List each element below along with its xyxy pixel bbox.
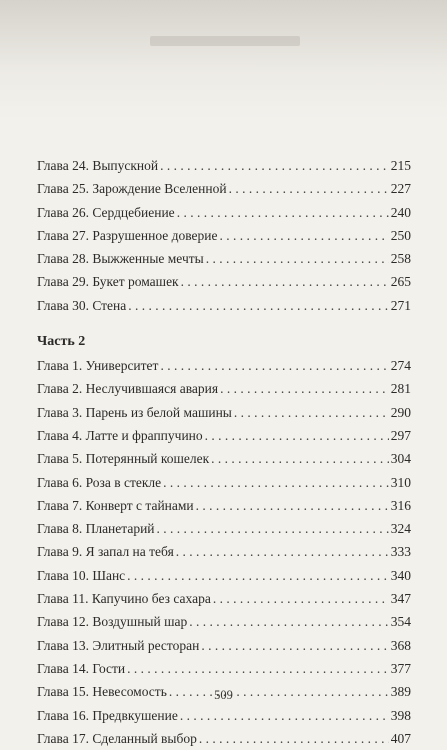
dot-leader <box>180 704 389 727</box>
chapter-title: Глава 17. Сделанный выбор <box>37 730 197 746</box>
chapter-title: Глава 15. Невесомость <box>37 684 167 700</box>
dot-leader <box>199 727 389 750</box>
chapter-title: Глава 24. Выпускной <box>37 158 159 173</box>
toc-entry <box>37 177 411 200</box>
show-through-mark <box>150 36 300 46</box>
dot-leader <box>206 247 389 270</box>
chapter-title: Глава 12. Воздушный шар <box>37 614 188 630</box>
chapter-page-number: 304 <box>390 451 411 467</box>
dot-leader <box>196 494 389 517</box>
chapter-title: Глава 28. Выжженные мечты <box>37 251 204 267</box>
toc-entry <box>37 247 411 270</box>
dot-leader <box>127 657 389 680</box>
chapter-page-number: 398 <box>390 707 411 723</box>
chapter-title: Глава 11. Капучино без сахара <box>37 591 211 607</box>
chapter-page-number: 324 <box>390 521 411 537</box>
chapter-title: Глава 14. Гости <box>37 660 126 676</box>
toc-entry <box>37 540 411 563</box>
dot-leader <box>181 270 389 293</box>
toc-entry <box>37 494 411 517</box>
part1-chapter-list <box>37 154 411 317</box>
show-through-header <box>0 0 447 120</box>
dot-leader <box>128 294 388 317</box>
chapter-title: Глава 3. Парень из белой машины <box>37 404 232 420</box>
chapter-title: Глава 30. Стена <box>37 297 127 313</box>
chapter-title: Глава 2. Неслучившаяся авария <box>37 381 219 397</box>
toc-entry <box>37 727 411 750</box>
dot-leader <box>177 201 389 224</box>
toc-entry <box>37 224 411 247</box>
chapter-title: Глава 16. Предвкушение <box>37 707 178 723</box>
table-of-contents <box>37 154 411 750</box>
chapter-page-number: 274 <box>390 358 411 374</box>
chapter-page-number: 281 <box>390 381 411 397</box>
dot-leader <box>157 517 389 540</box>
chapter-page-number: 290 <box>390 404 411 420</box>
chapter-title: Глава 25. Зарождение Вселенной <box>37 181 227 197</box>
part-spacer <box>37 317 411 329</box>
chapter-page-number: 297 <box>390 427 411 443</box>
chapter-page-number: 316 <box>390 497 411 513</box>
toc-entry <box>37 270 411 293</box>
chapter-title: Глава 13. Элитный ресторан <box>37 637 200 653</box>
chapter-title: Глава 7. Конверт с тайнами <box>37 497 194 513</box>
chapter-title: Глава 8. Планетарий <box>37 521 155 537</box>
toc-entry <box>37 447 411 470</box>
toc-entry <box>37 587 411 610</box>
chapter-title: Глава 29. Букет ромашек <box>37 274 179 290</box>
chapter-title: Глава 26. Сердцебиение <box>37 204 175 220</box>
chapter-page-number: 333 <box>390 544 411 560</box>
chapter-page-number: 354 <box>390 614 411 630</box>
dot-leader <box>163 471 389 494</box>
toc-entry <box>37 610 411 633</box>
chapter-page-number: 265 <box>390 274 411 290</box>
dot-leader <box>189 610 389 633</box>
toc-entry <box>37 564 411 587</box>
toc-entry <box>37 377 411 400</box>
toc-entry <box>37 471 411 494</box>
chapter-title: Глава 5. Потерянный кошелек <box>37 451 210 467</box>
chapter-page-number: 368 <box>390 637 411 653</box>
chapter-page-number: 407 <box>390 730 411 746</box>
chapter-title: Глава 10. Шанс <box>37 567 126 583</box>
dot-leader <box>234 401 389 424</box>
toc-entry <box>37 201 411 224</box>
page-number: 509 <box>214 688 233 702</box>
chapter-page-number: 215 <box>390 158 411 173</box>
toc-entry <box>37 154 411 177</box>
dot-leader <box>213 587 389 610</box>
chapter-title: Глава 4. Латте и фраппучино <box>37 427 203 443</box>
dot-leader <box>211 447 389 470</box>
toc-entry <box>37 517 411 540</box>
chapter-page-number: 377 <box>390 660 411 676</box>
chapter-page-number: 258 <box>390 251 411 267</box>
chapter-title: Глава 9. Я запал на тебя <box>37 544 174 560</box>
dot-leader <box>201 634 388 657</box>
part2-heading: Часть 2 <box>37 334 86 350</box>
chapter-page-number: 240 <box>390 204 411 220</box>
toc-entry <box>37 294 411 317</box>
toc-entry <box>37 634 411 657</box>
dot-leader <box>160 354 388 377</box>
toc-entry <box>37 401 411 424</box>
dot-leader <box>219 224 388 247</box>
chapter-page-number: 347 <box>390 591 411 607</box>
dot-leader <box>176 540 389 563</box>
toc-entry <box>37 354 411 377</box>
chapter-page-number: 389 <box>390 684 411 700</box>
dot-leader <box>127 564 389 587</box>
toc-entry <box>37 424 411 447</box>
chapter-page-number: 227 <box>390 181 411 197</box>
chapter-page-number: 250 <box>390 227 411 243</box>
chapter-page-number: 340 <box>390 567 411 583</box>
toc-entry <box>37 657 411 680</box>
chapter-title: Глава 27. Разрушенное доверие <box>37 227 218 243</box>
chapter-page-number: 271 <box>390 297 411 313</box>
dot-leader <box>229 177 389 200</box>
toc-entry <box>37 704 411 727</box>
dot-leader <box>220 377 389 400</box>
chapter-page-number: 310 <box>390 474 411 490</box>
dot-leader <box>160 154 389 177</box>
chapter-title: Глава 6. Роза в стекле <box>37 474 162 490</box>
chapter-title: Глава 1. Университет <box>37 358 159 374</box>
dot-leader <box>205 424 389 447</box>
